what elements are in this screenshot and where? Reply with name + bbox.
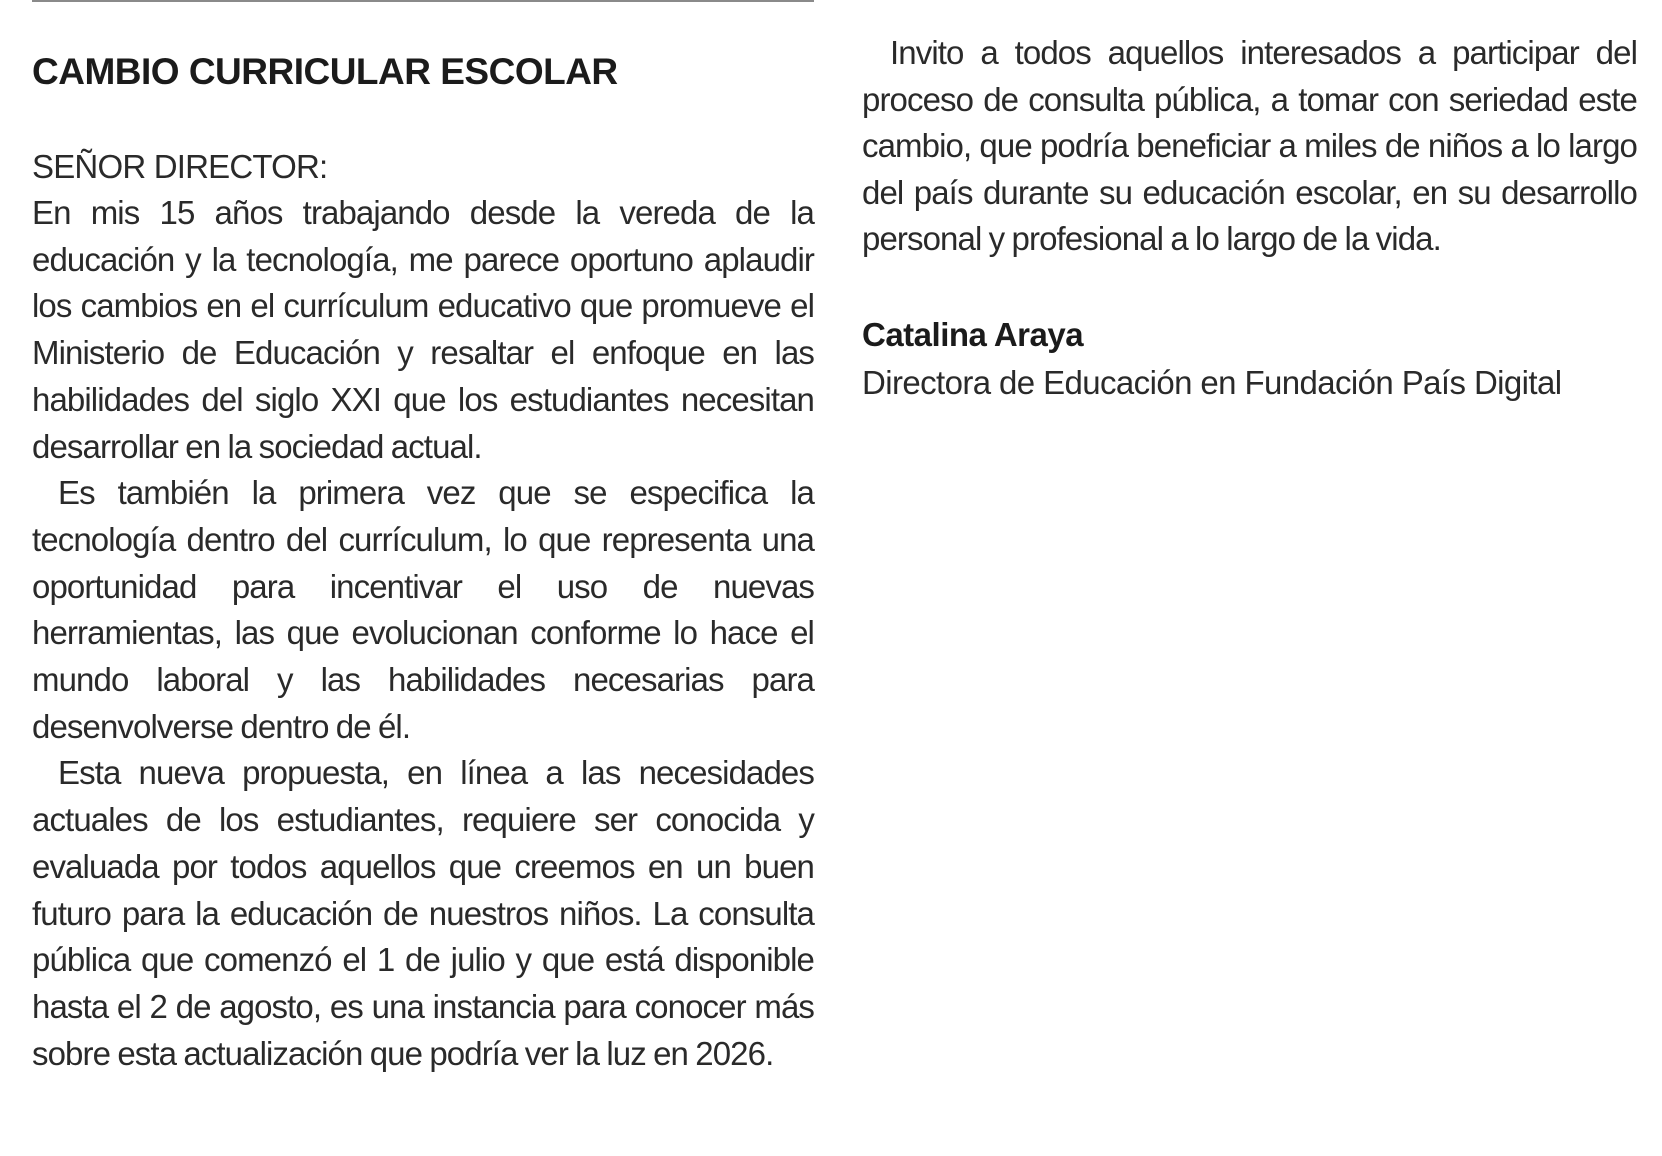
letter-paragraph-2: Es también la primera vez que se especifica la tecnología dentro del currículum, lo que representa una oportunidad para incentivar el uso de nuevas herramientas, las que evolucionan conforme lo hace el mundo laboral y las habilidades necesarias para desenvolverse dentro de él. bbox=[32, 474, 814, 745]
signature-name: Catalina Araya bbox=[862, 315, 1084, 353]
left-column bbox=[32, 40, 814, 1077]
right-column bbox=[862, 30, 1637, 407]
letter-paragraph-1: En mis 15 años trabajando desde la vereda de la educación y la tecnología, me parece oportuno aplaudir los cambios en el currículum educativo que promueve el Ministerio de Educación y resaltar el enfoque en las habilidades del siglo XXI que los estudiantes necesitan desarrollar en la sociedad actual. bbox=[32, 194, 814, 465]
top-divider bbox=[32, 0, 814, 2]
signature-role: Directora de Educación en Fundación País Digital bbox=[862, 363, 1562, 401]
letter-paragraph-4: Invito a todos aquellos interesados a participar del proceso de consulta pública, a tomar con seriedad este cambio, que podría beneficiar a miles de niños a lo largo del país durante su educación escolar, en su desarrollo personal y profesional a lo largo de la vida. bbox=[862, 34, 1637, 257]
letter-headline: CAMBIO CURRICULAR ESCOLAR bbox=[32, 51, 618, 92]
letter-paragraph-3: Esta nueva propuesta, en línea a las necesidades actuales de los estudiantes, requiere ser conocida y evaluada por todos aquellos que creemos en un buen futuro para la educación de nuestros niños. La consulta pública que comenzó el 1 de julio y que está disponible hasta el 2 de agosto, es una instancia para conocer más sobre esta actualización que podría ver la luz en 2026. bbox=[32, 754, 814, 1072]
letter-salutation: SEÑOR DIRECTOR: bbox=[32, 148, 328, 185]
